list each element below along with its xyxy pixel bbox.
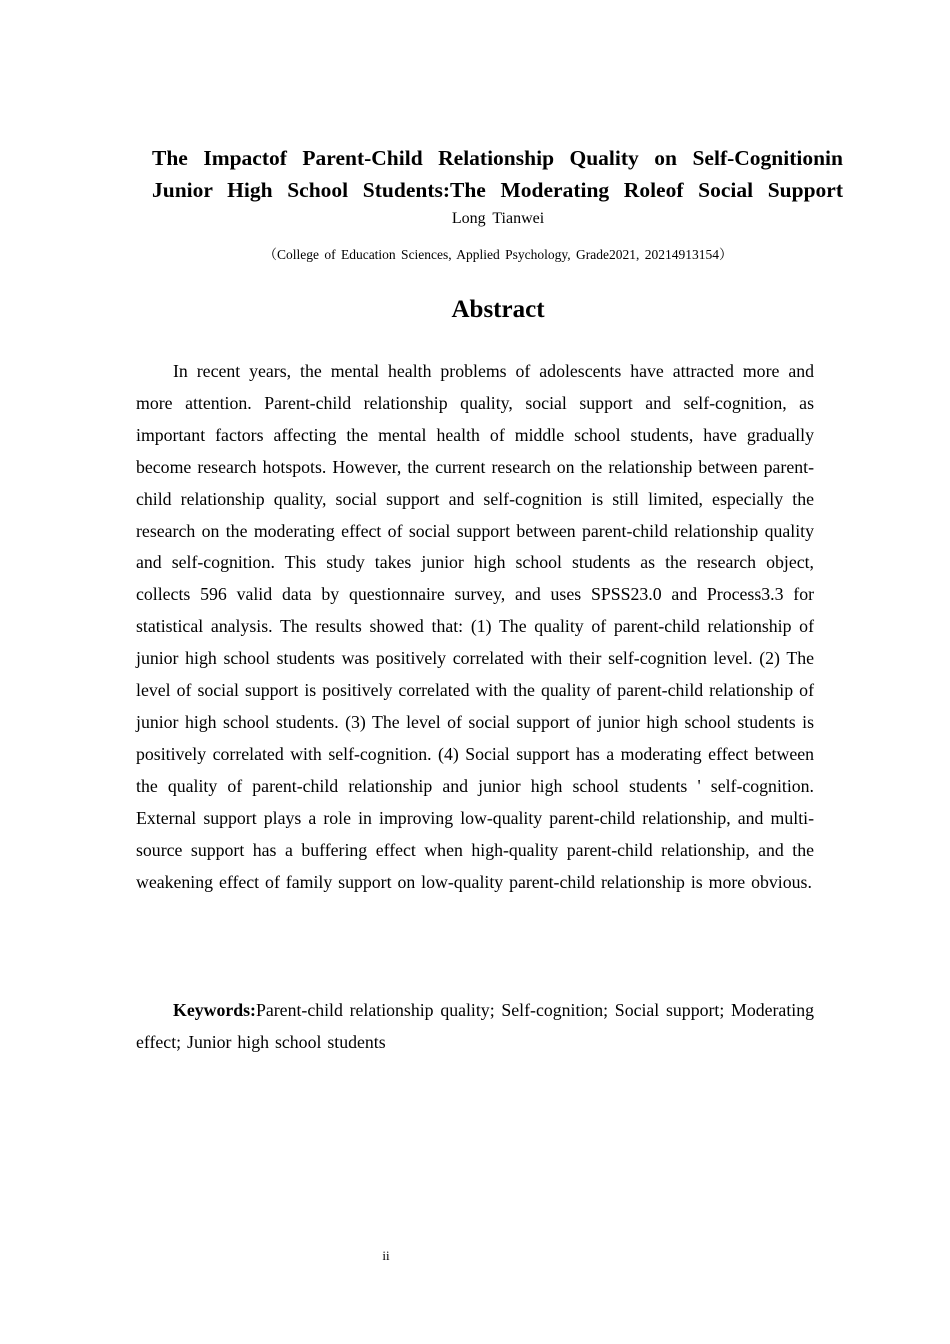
author-name: Long Tianwei (451, 210, 545, 227)
abstract-heading: Abstract (451, 296, 545, 323)
abstract-body: In recent years, the mental health problems of adolescents have attracted more and more attention. Parent-child relationship quality, social support and self-cognition, as important factors affecting the mental health of middle school students, have gradually become research hotspots. However, the current research on the relationship between parent-child relationship quality, social support and self-cognition is still limited, especially the research on the moderating effect of social support between parent-child relationship quality and self-cognition. This study takes junior high school students as the research object, collects 596 valid data by questionnaire survey, and uses SPSS23.0 and Process3.3 for statistical analysis. The results showed that: (1) The quality of parent-child relationship of junior high school students was positively correlated with their self-cognition level. (2) The level of social support is positively correlated with the quality of parent-child relationship of junior high school students. (3) The level of social support of junior high school students is positively correlated with self-cognition. (4) Social support has a moderating effect between the quality of parent-child relationship and junior high school students ' self-cognition. External support plays a role in improving low-quality parent-child relationship, and multi-source support has a buffering effect when high-quality parent-child relationship, and the weakening effect of family support on low-quality parent-child relationship is more obvious. (136, 361, 814, 892)
keywords-paragraph (136, 995, 814, 1059)
keywords-label: Keywords: (173, 1000, 256, 1020)
title-line-1: The Impactof Parent-Child Relationship Quality on Self-Cognitionin (152, 146, 843, 170)
keywords-text: Parent-child relationship quality; Self-cognition; Social support; Moderating effect; Junior high school students (136, 1000, 814, 1052)
paper-title (152, 142, 843, 206)
page-number: ii (382, 1248, 390, 1263)
author-affiliation: （College of Education Sciences, Applied Psychology, Grade2021, 20214913154） (263, 247, 733, 262)
title-line-2: Junior High School Students:The Moderating Roleof Social Support (152, 178, 843, 202)
